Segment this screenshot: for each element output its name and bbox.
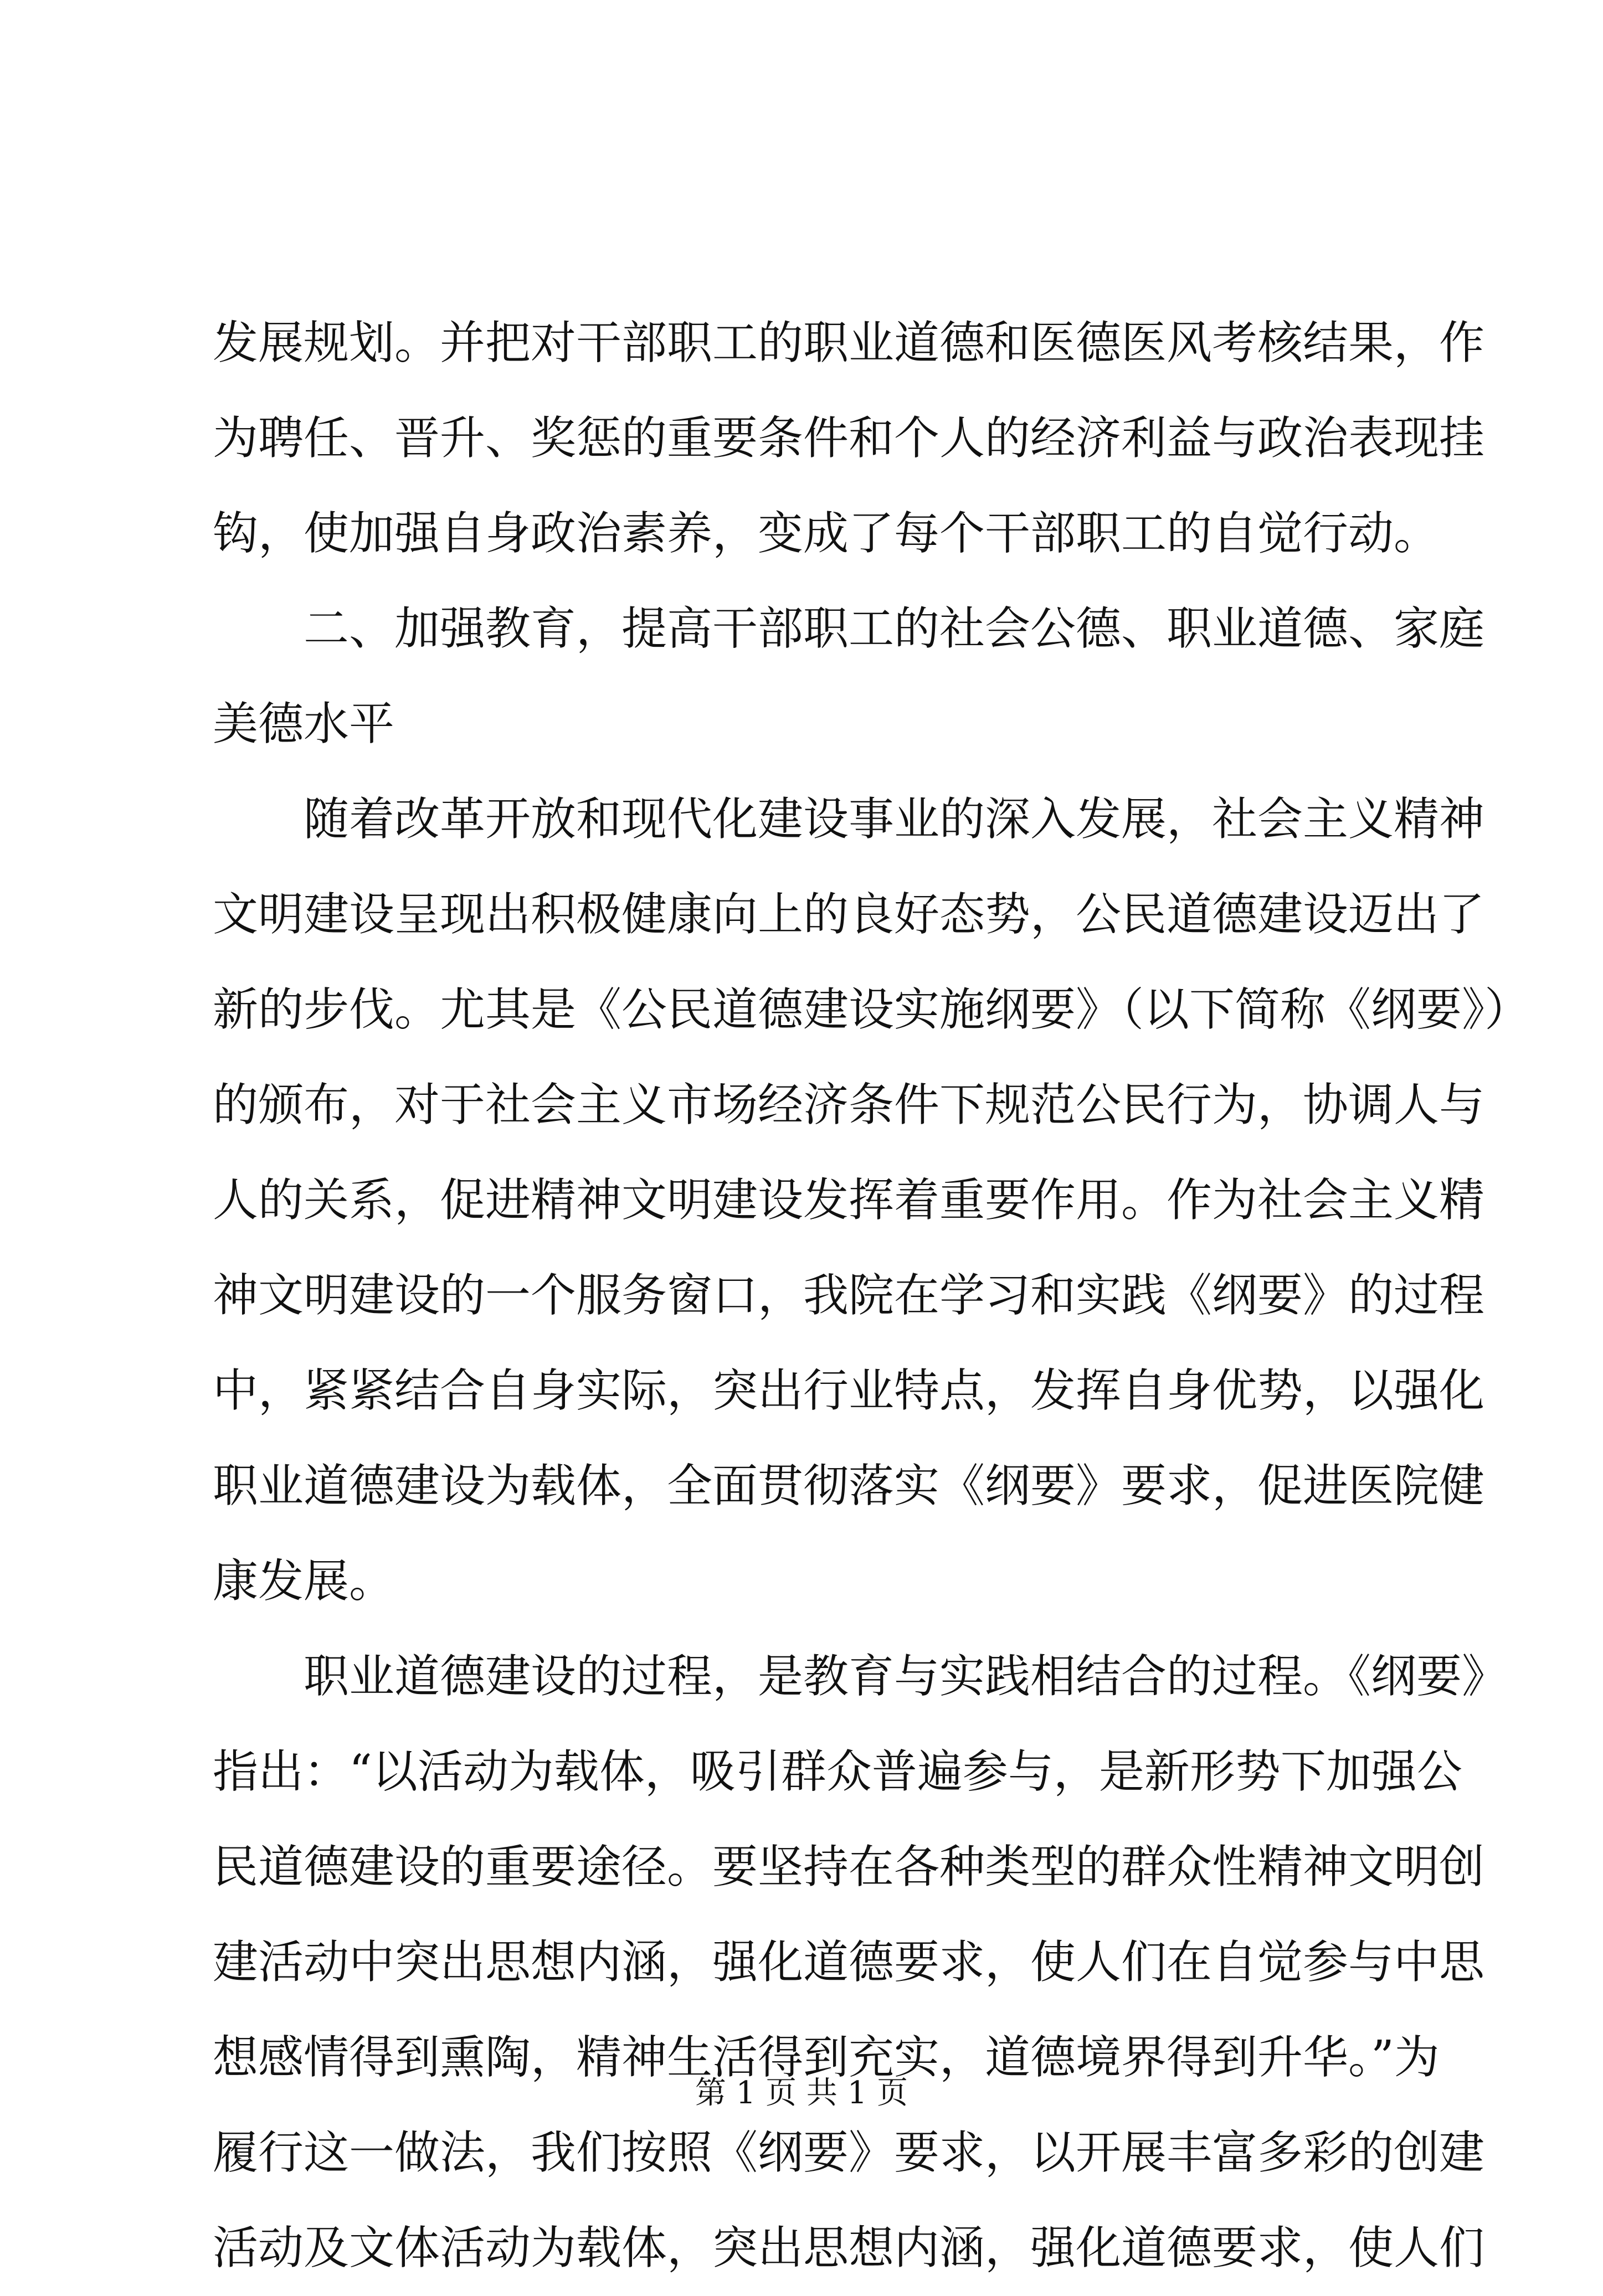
text-line: 建活动中突出思想内涵，强化道德要求，使人们在自觉参与中思 bbox=[213, 1936, 1485, 1989]
text-line: 民道德建设的重要途径。要坚持在各种类型的群众性精神文明创 bbox=[213, 1841, 1485, 1893]
text-line: 活动及文体活动为载体，突出思想内涵，强化道德要求，使人们 bbox=[213, 2222, 1485, 2274]
text-line: 随着改革开放和现代化建设事业的深入发展，社会主义精神 bbox=[213, 793, 1485, 846]
section-heading-line: 美德水平 bbox=[213, 698, 395, 750]
text-line: 新的步伐。尤其是《公民道德建设实施纲要》（以下简称《纲要》） bbox=[213, 984, 1530, 1036]
text-line: 人的关系，促进精神文明建设发挥着重要作用。作为社会主义精 bbox=[213, 1174, 1485, 1227]
page-number-label: 第 1 页 共 1 页 bbox=[695, 2075, 908, 2111]
page-footer bbox=[0, 2074, 1603, 2113]
text-line: 职业道德建设为载体，全面贯彻落实《纲要》要求，促进医院健 bbox=[213, 1460, 1485, 1512]
document-body bbox=[213, 296, 1530, 2296]
text-line: 神文明建设的一个服务窗口，我院在学习和实践《纲要》的过程 bbox=[213, 1269, 1485, 1322]
text-line: 想感情得到熏陶，精神生活得到充实，道德境界得到升华。”为 bbox=[213, 2031, 1440, 2084]
section-heading-line: 二、加强教育，提高干部职工的社会公德、职业道德、家庭 bbox=[213, 603, 1485, 655]
text-line: 指出：“以活动为载体，吸引群众普遍参与，是新形势下加强公 bbox=[213, 1746, 1462, 1798]
text-line: 职业道德建设的过程，是教育与实践相结合的过程。《纲要》 bbox=[213, 1650, 1508, 1703]
text-line: 钩，使加强自身政治素养，变成了每个干部职工的自觉行动。 bbox=[213, 507, 1440, 560]
text-line: 康发展。 bbox=[213, 1555, 395, 1608]
text-line: 发展规划。并把对干部职工的职业道德和医德医风考核结果，作 bbox=[213, 317, 1485, 369]
text-line: 中，紧紧结合自身实际，突出行业特点，发挥自身优势，以强化 bbox=[213, 1365, 1485, 1417]
text-line: 为聘任、晋升、奖惩的重要条件和个人的经济利益与政治表现挂 bbox=[213, 412, 1485, 465]
text-line: 文明建设呈现出积极健康向上的良好态势，公民道德建设迈出了 bbox=[213, 888, 1485, 941]
text-line: 的颁布，对于社会主义市场经济条件下规范公民行为，协调人与 bbox=[213, 1079, 1485, 1131]
text-line: 履行这一做法，我们按照《纲要》要求，以开展丰富多彩的创建 bbox=[213, 2127, 1485, 2179]
